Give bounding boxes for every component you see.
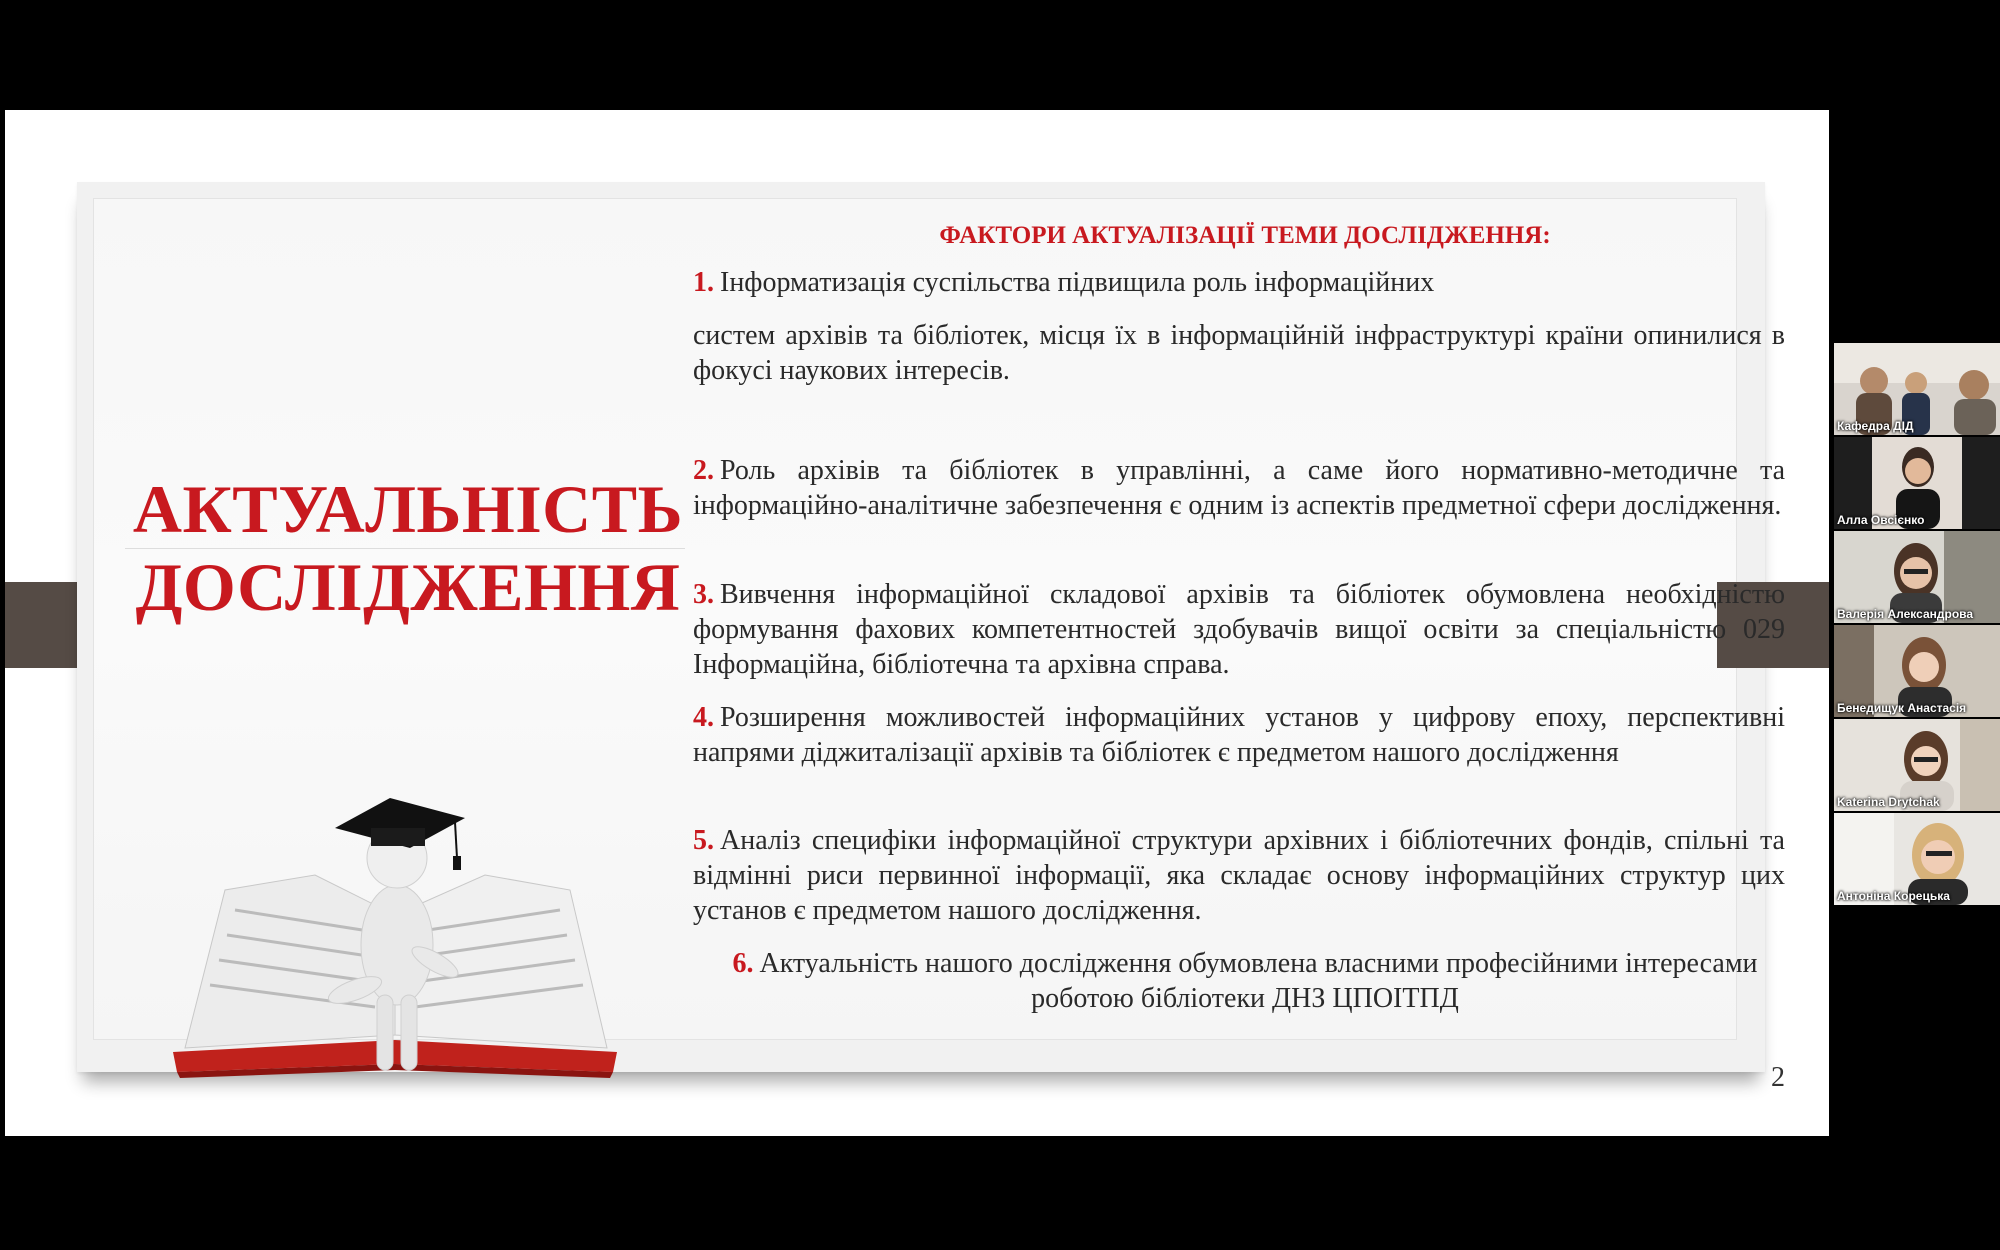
factor-number: 3.	[693, 579, 714, 610]
slide-page-number: 2	[1771, 1062, 1785, 1093]
slide-title-line-2: ДОСЛІДЖЕННЯ	[135, 549, 681, 625]
participant-name: Katerina Drytchak	[1837, 795, 1940, 809]
factor-text: Вивчення інформаційної складової архівів та бібліотек обумовлена необхідністю формування фахових компетентностей здобувачів вищої освіти за спеціальністю 029 Інформаційна, бібліотечна та архівна справа.	[693, 579, 1785, 680]
factor-6	[705, 946, 1785, 1016]
participant-video-tile[interactable]	[1834, 437, 2000, 529]
participant-video-tile[interactable]	[1834, 343, 2000, 435]
factor-number: 6.	[732, 948, 754, 979]
participant-video-tile[interactable]	[1834, 531, 2000, 623]
factor-1	[693, 265, 1785, 300]
factor-number: 4.	[693, 702, 714, 733]
participant-name: Валерія Александрова	[1837, 607, 1974, 621]
factor-text: Актуальність нашого дослідження обумовлена власними професійними інтересами роботою бібліотеки ДНЗ ЦПОІТПД	[759, 948, 1758, 1014]
factor-text: систем архівів та бібліотек, місця їх в інформаційній інфраструктурі країни опинилися в фокусі наукових інтересів.	[693, 320, 1785, 386]
factor-number: 2.	[693, 455, 714, 486]
slide-title-line-1: АКТУАЛЬНІСТЬ	[132, 471, 684, 547]
participant-video-tile[interactable]	[1834, 719, 2000, 811]
participant-name: Кафедра ДІД	[1837, 419, 1914, 433]
factor-text: Інформатизація суспільства підвищила роль інформаційних	[720, 267, 1435, 298]
factor-number: 1.	[693, 267, 714, 298]
slide-title	[123, 470, 693, 626]
factor-text: Розширення можливостей інформаційних установ у цифрову епоху, перспективні напрями діджиталізації архівів та бібліотек є предметом нашого дослідження	[693, 702, 1785, 768]
factor-5	[693, 823, 1785, 928]
participant-video-tile[interactable]	[1834, 813, 2000, 905]
presentation-slide	[5, 110, 1829, 1136]
participant-name: Алла Овсієнко	[1837, 513, 1925, 527]
participant-name: Антоніна Корецька	[1837, 889, 1950, 903]
factor-1-continued	[693, 318, 1785, 388]
participant-name: Бенедищук Анастасія	[1837, 701, 1967, 715]
factor-text: Аналіз специфіки інформаційної структури архівних і бібліотечних фондів, спільні та відмінні риси первинної інформації, яка складає основу інформаційних структур цих установ є предметом нашого дослідження.	[693, 825, 1785, 926]
factor-2	[693, 453, 1785, 523]
graduate-on-book-illustration	[165, 700, 625, 1100]
factor-text: Роль архівів та бібліотек в управлінні, а саме його нормативно-методичне та інформаційно-аналітичне забезпечення є одним із аспектів предметної сфери дослідження.	[693, 455, 1785, 521]
participant-video-tile[interactable]	[1834, 625, 2000, 717]
factor-number: 5.	[693, 825, 714, 856]
factors-heading: ФАКТОРИ АКТУАЛІЗАЦІЇ ТЕМИ ДОСЛІДЖЕННЯ:	[939, 222, 1551, 249]
participants-panel	[1834, 343, 2000, 907]
factor-3	[693, 577, 1785, 682]
factor-4	[693, 700, 1785, 770]
